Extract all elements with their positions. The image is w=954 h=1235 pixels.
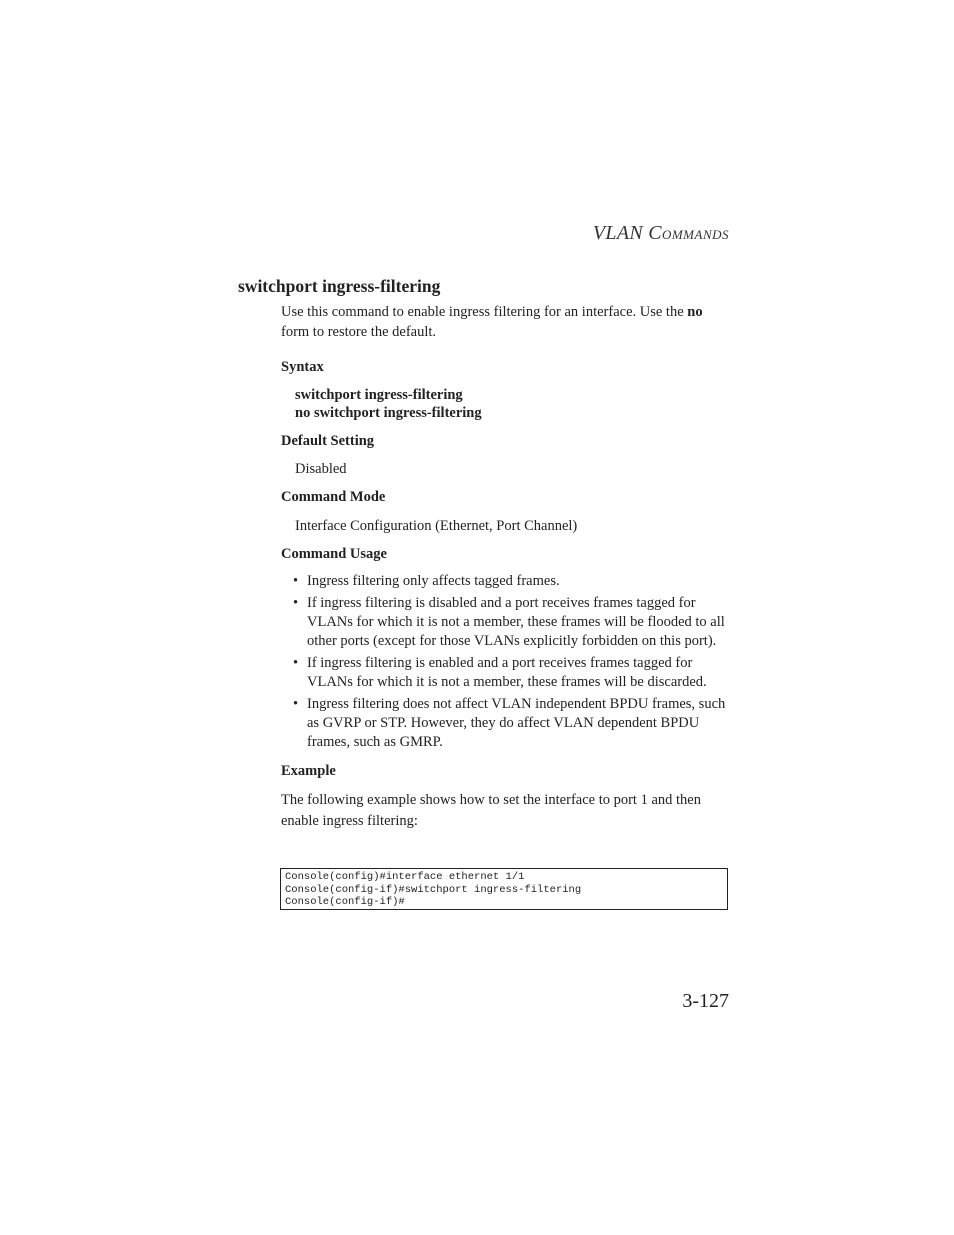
bullet-icon: •	[293, 595, 299, 611]
list-item	[293, 594, 730, 651]
default-setting-heading: Default Setting	[281, 433, 375, 449]
list-item	[293, 654, 730, 692]
bullet-text: If ingress filtering is enabled and a port receives frames tagged for VLANs for which it is not a member, these frames will be discarded.	[307, 655, 707, 690]
code-example	[280, 868, 728, 910]
syntax-heading: Syntax	[281, 359, 324, 375]
running-header-lead: VLAN C	[592, 222, 662, 244]
bullet-text: Ingress filtering does not affect VLAN independent BPDU frames, such as GVRP or STP. However, they do affect VLAN dependent BPDU frames, such as GMRP.	[307, 696, 726, 750]
example-description: The following example shows how to set the interface to port 1 and then enable ingress filtering:	[281, 792, 701, 829]
command-intro	[281, 302, 730, 342]
command-body	[281, 302, 730, 832]
code-line-3: Console(config-if)#	[285, 896, 405, 908]
bullet-icon: •	[293, 573, 299, 589]
running-header	[593, 222, 729, 245]
bullet-icon: •	[293, 696, 299, 712]
command-title: switchport ingress-filtering	[238, 276, 441, 296]
running-header-smallcaps: OMMANDS	[661, 227, 729, 242]
intro-text-1: Use this command to enable ingress filtering for an interface. Use the	[281, 304, 688, 320]
bullet-text: If ingress filtering is disabled and a port receives frames tagged for VLANs for which it is not a member, these frames will be flooded to all other ports (except for those VLANs explicitly forbidden on this port).	[307, 595, 725, 649]
command-usage-heading: Command Usage	[281, 546, 387, 562]
syntax-block	[281, 386, 730, 422]
command-mode-heading: Command Mode	[281, 489, 386, 505]
intro-no-keyword: no	[687, 304, 703, 320]
list-item	[293, 695, 730, 752]
command-mode-value: Interface Configuration (Ethernet, Port Channel)	[295, 518, 578, 534]
default-setting-value: Disabled	[295, 461, 347, 477]
syntax-line-1: switchport ingress-filtering	[295, 387, 463, 403]
bullet-icon: •	[293, 655, 299, 671]
intro-text-2: form to restore the default.	[281, 324, 437, 340]
example-heading: Example	[281, 763, 336, 779]
syntax-line-2: no switchport ingress-filtering	[295, 405, 482, 421]
code-line-2: Console(config-if)#switchport ingress-filtering	[285, 883, 582, 896]
command-usage-list	[281, 572, 730, 752]
page-number: 3-127	[682, 990, 729, 1012]
code-line-1: Console(config)#interface ethernet 1/1	[285, 871, 525, 883]
list-item	[293, 572, 730, 591]
bullet-text: Ingress filtering only affects tagged frames.	[307, 573, 560, 589]
